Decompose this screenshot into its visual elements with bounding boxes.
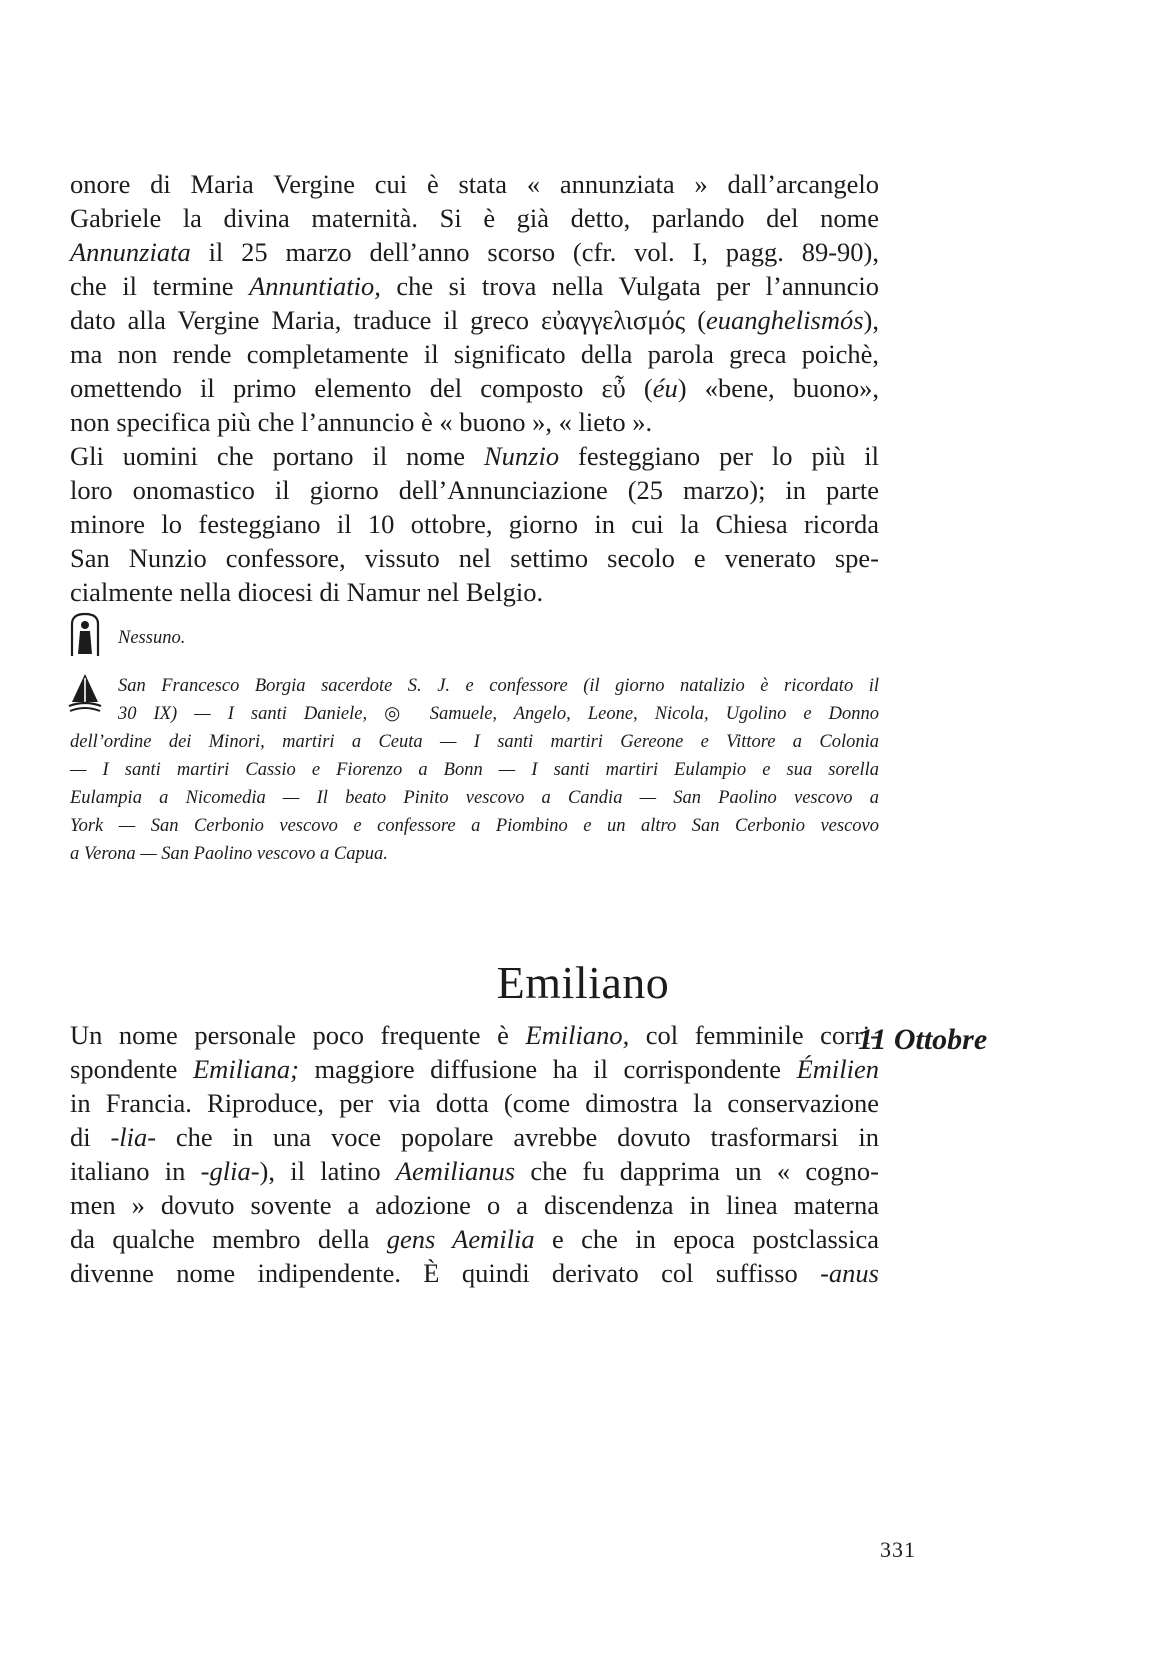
entry-line: men » dovuto sovente a adozione o a discendenza in linea materna	[70, 1190, 879, 1220]
saints-line: dell’ordine dei Minori, martiri a Ceuta — I santi martiri Gereone e Vittore a Colonia	[70, 732, 879, 752]
intro-line: non specifica più che l’annuncio è « buono », « lieto ».	[70, 407, 653, 437]
entry-line: spondente Emiliana; maggiore diffusione ha il corrispondente Émilien	[70, 1054, 879, 1084]
saints-line: 30 IX) — I santi Daniele, ◎ Samuele, Angelo, Leone, Nicola, Ugolino e Donno	[118, 704, 879, 724]
nunzio-line: cialmente nella diocesi di Namur nel Belgio.	[70, 577, 544, 607]
intro-line: onore di Maria Vergine cui è stata « annunziata » dall’arcangelo	[70, 169, 879, 199]
saints-line: York — San Cerbonio vescovo e confessore a Piombino e un altro San Cerbonio vescovo	[70, 816, 879, 836]
intro-line: dato alla Vergine Maria, traduce il greco εὐαγγελισμός (euanghelismós),	[70, 305, 879, 335]
intro-line: che il termine Annuntiatio, che si trova nella Vulgata per l’annuncio	[70, 271, 879, 301]
patron-note: Nessuno.	[118, 628, 186, 648]
saints-line: — I santi martiri Cassio e Fiorenzo a Bonn — I santi martiri Eulampio e sua sorella	[70, 760, 879, 780]
saints-line: San Francesco Borgia sacerdote S. J. e confessore (il giorno natalizio è ricordato il	[118, 676, 879, 696]
entry-title: Emiliano	[496, 957, 670, 1008]
statue-icon	[70, 612, 100, 656]
page-number: 331	[880, 1537, 916, 1562]
entry-line: di -lia- che in una voce popolare avrebbe dovuto trasformarsi in	[70, 1122, 879, 1152]
entry-line: da qualche membro della gens Aemilia e che in epoca postclassica	[70, 1224, 879, 1254]
entry-line: Un nome personale poco frequente è Emiliano, col femminile corri-	[70, 1020, 879, 1050]
saints-line: a Verona — San Paolino vescovo a Capua.	[70, 844, 388, 864]
nunzio-line: San Nunzio confessore, vissuto nel settimo secolo e venerato spe-	[70, 543, 879, 573]
bishop-hat-icon	[66, 672, 104, 714]
intro-line: Annunziata il 25 marzo dell’anno scorso (cfr. vol. I, pagg. 89-90),	[70, 237, 879, 267]
nunzio-line: loro onomastico il giorno dell’Annunciazione (25 marzo); in parte	[70, 475, 879, 505]
saints-line: Eulampia a Nicomedia — Il beato Pinito vescovo a Candia — San Paolino vescovo a	[70, 788, 879, 808]
entry-line: divenne nome indipendente. È quindi derivato col suffisso -anus	[70, 1258, 879, 1288]
intro-line: omettendo il primo elemento del composto εὖ (éu) «bene, buono»,	[70, 373, 879, 403]
intro-line: Gabriele la divina maternità. Si è già detto, parlando del nome	[70, 203, 879, 233]
entry-date: 11 Ottobre	[858, 1023, 988, 1056]
nunzio-line: Gli uomini che portano il nome Nunzio festeggiano per lo più il	[70, 441, 880, 471]
entry-line: italiano in -glia-), il latino Aemilianus che fu dapprima un « cogno-	[70, 1156, 879, 1186]
nunzio-line: minore lo festeggiano il 10 ottobre, giorno in cui la Chiesa ricorda	[70, 509, 879, 539]
entry-line: in Francia. Riproduce, per via dotta (come dimostra la conservazione	[70, 1088, 879, 1118]
intro-line: ma non rende completamente il significato della parola greca poichè,	[70, 339, 879, 369]
